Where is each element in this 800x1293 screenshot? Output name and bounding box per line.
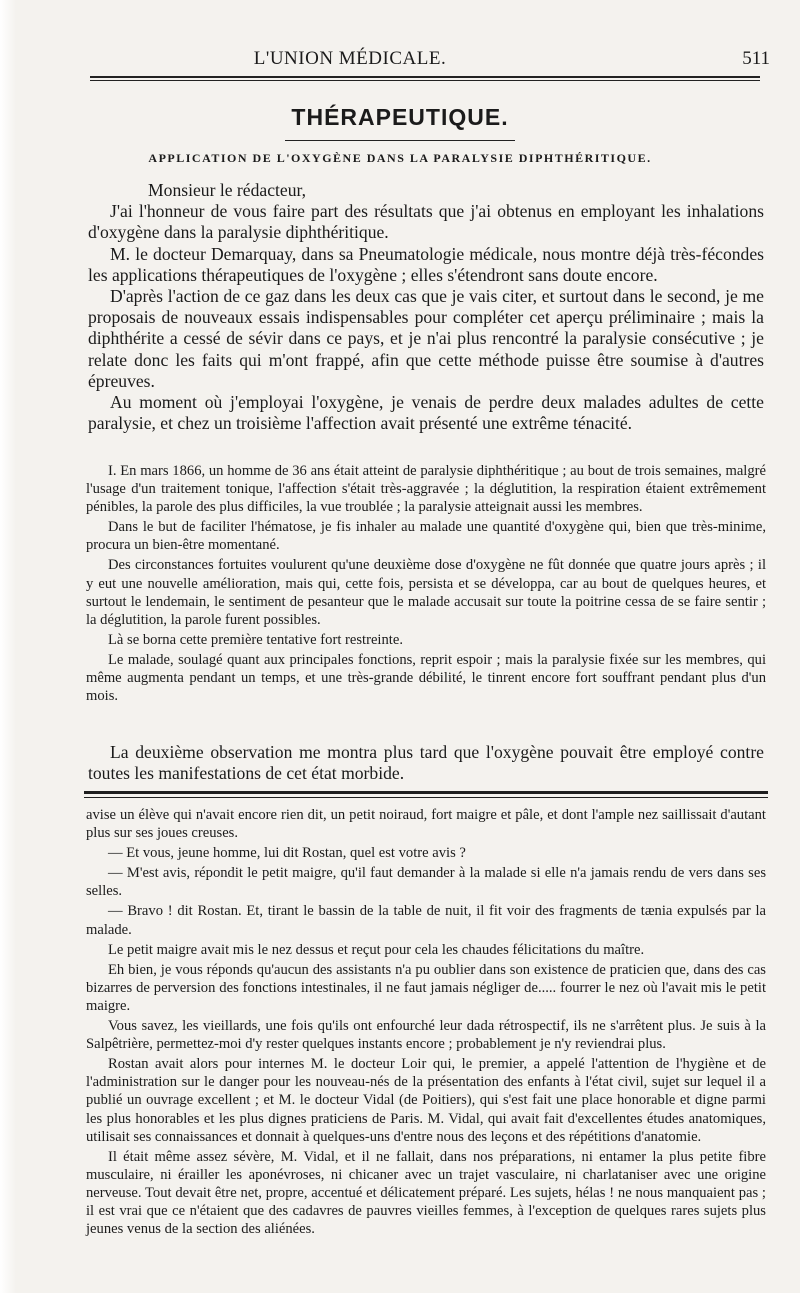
observation-paragraph: Des circonstances fortuites voulurent qu'une deuxième dose d'oxygène ne fût donnée que quatre jours après ; il y eut une nouvelle amélioration, mais qui, cette fois, persista et se développa, car au bout de quelques heures, et surtout le lendemain, le sentiment de pesanteur que le malade accusait sur toute la poitrine cessa de se faire sentir ; la déglutition, la parole furent possibles. [86, 557, 766, 628]
first-observation [86, 462, 766, 707]
page-edge [0, 0, 16, 1293]
letter-paragraph: D'après l'action de ce gaz dans les deux cas que je vais citer, et surtout dans le second, je me proposais de nouveaux essais indispensables pour compléter cet aperçu préliminaire ; mais la diphthérite a cessé de sévir dans ce pays, et je n'ai plus rencontré la paralysie consécutive ; je relate donc les faits qui m'ont frappé, afin que cette méthode puisse être soumise à d'autres épreuves. [88, 286, 764, 391]
letter-paragraph: Au moment où j'employai l'oxygène, je venais de perdre deux malades adultes de cette paralysie, et chez un troisième l'affection avait présenté une extrême ténacité. [88, 392, 764, 434]
feuilleton-paragraph: — Bravo ! dit Rostan. Et, tirant le bassin de la table de nuit, il fit voir des fragments de tænia expulsés par la malade. [86, 903, 766, 938]
journal-title: L'UNION MÉDICALE. [253, 48, 447, 69]
page-number: 511 [742, 48, 770, 69]
article-subtitle: APPLICATION DE L'OXYGÈNE DANS LA PARALYSIE DIPHTHÉRITIQUE. [148, 151, 652, 165]
letter-paragraph: M. le docteur Demarquay, dans sa Pneumatologie médicale, nous montre déjà très-fécondes les applications thérapeutiques de l'oxygène ; elles s'étendront sans doute encore. [88, 243, 764, 285]
feuilleton-paragraph: Eh bien, je vous réponds qu'aucun des assistants n'a pu oublier dans son existence de praticien que, dans des cas bizarres de perversion des fonctions intestinales, il ne faut jamais négliger de..... fourrer le nez où l'avait mis le petit maigre. [86, 961, 766, 1014]
feuilleton-column [86, 806, 766, 1240]
header-rule [90, 76, 760, 78]
feuilleton-separator-thin [84, 797, 768, 798]
observation-paragraph: Le malade, soulagé quant aux principales fonctions, reprit espoir ; mais la paralysie fixée sur les membres, qui même augmenta pendant un temps, et une très-grande débilité, le tinrent encore fort souffrant pendant plus d'un mois. [86, 651, 766, 705]
observation-paragraph: Là se borna cette première tentative fort restreinte. [108, 631, 403, 648]
title-rule [285, 140, 515, 141]
feuilleton-paragraph: Rostan avait alors pour internes M. le docteur Loir qui, le premier, a appelé l'attention de l'hygiène et de l'administration sur le danger pour les nouveau-nés de la présentation des enfants à l'état civil, sujet sur lequel il a publié un ouvrage excellent ; et M. le docteur Vidal (de Poitiers), qui s'est fait une place honorable et digne parmi les plus honorables et les plus dignes praticiens de Paris. M. Vidal, qui avait fait d'excellentes études anatomiques, utilisait ses connaissances et donnait à quelques-uns d'entre nous des leçons et des répétitions d'anatomie. [86, 1056, 766, 1145]
second-observation [88, 742, 764, 784]
header-rule-thin [90, 80, 760, 81]
feuilleton-paragraph: Le petit maigre avait mis le nez dessus et reçut pour cela les chaudes félicitations du maître. [108, 941, 645, 958]
section-title: THÉRAPEUTIQUE. [291, 104, 509, 130]
feuilleton-paragraph: Vous savez, les vieillards, une fois qu'ils ont enfourché leur dada rétrospectif, ils ne s'arrêtent plus. Je suis à la Salpêtrière, permettez-moi d'y rester quelques instants encore ; probablement je n'y reviendrai plus. [86, 1018, 766, 1053]
feuilleton-paragraph: — Et vous, jeune homme, lui dit Rostan, quel est votre avis ? [108, 845, 466, 862]
letter-body [88, 180, 764, 434]
letter-paragraph: J'ai l'honneur de vous faire part des résultats que j'ai obtenus en employant les inhalations d'oxygène dans la paralysie diphthéritique. [88, 201, 764, 243]
feuilleton-paragraph: Il était même assez sévère, M. Vidal, et il ne fallait, dans nos préparations, ni entamer la plus petite fibre musculaire, ni érailler les aponévroses, ni chicaner avec un trajet vasculaire, ni charlataniser avec une origine nerveuse. Tout devait être net, propre, accentué et délicatement préparé. Les sujets, hélas ! ne nous manquaient pas ; il est vrai que ce n'étaient que des cadavres de pauvres vieilles femmes, à l'exception de quelques rares sujets plus jeunes venus de la section des aliénées. [86, 1148, 766, 1238]
observation-paragraph: I. En mars 1866, un homme de 36 ans était atteint de paralysie diphthéritique ; au bout de trois semaines, malgré l'usage d'un traitement tonique, l'affection s'était très-aggravée ; la déglutition, la respiration étaient extrêmement pénibles, la parole des plus difficiles, la vue troublée ; la paralysie atteignait aussi les membres. [86, 463, 766, 516]
feuilleton-paragraph: avise un élève qui n'avait encore rien dit, un petit noiraud, fort maigre et pâle, et dont l'ample nez saillissait d'autant plus sur ses joues creuses. [86, 807, 766, 842]
feuilleton-paragraph: — M'est avis, répondit le petit maigre, qu'il faut demander à la malade si elle n'a jamais rendu de vers dans ses selles. [86, 865, 766, 900]
feuilleton-separator [84, 791, 768, 794]
second-observation-text: La deuxième observation me montra plus tard que l'oxygène pouvait être employé contre toutes les manifestations de cet état morbide. [88, 742, 764, 784]
running-header [70, 48, 770, 72]
salutation: Monsieur le rédacteur, [148, 180, 307, 200]
observation-paragraph: Dans le but de faciliter l'hématose, je fis inhaler au malade une quantité d'oxygène qui, bien que très-minime, procura un bien-être momentané. [86, 519, 766, 554]
